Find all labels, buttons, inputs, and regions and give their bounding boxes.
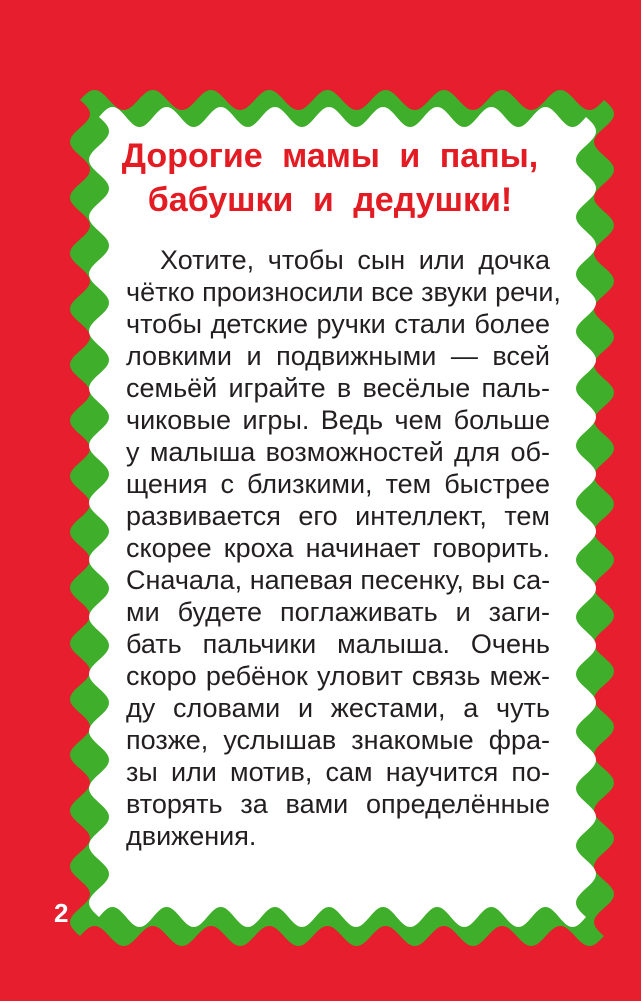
body-line-1: Хотите, чтобы сын или дочка	[160, 245, 550, 275]
title-line-2: бабушки и дедушки!	[147, 181, 513, 219]
body-line-19: движения.	[126, 821, 257, 851]
body-line-12: ми будете поглаживать и заги-	[126, 597, 550, 627]
body-line-16: позже, услышав знакомые фра-	[126, 725, 550, 755]
body-line-5: семьёй играйте в весёлые паль-	[126, 373, 550, 403]
body-line-7: у малыша возможностей для об-	[126, 437, 550, 467]
body-line-3: чтобы детские ручки стали более	[126, 309, 550, 339]
body-line-10: скорее кроха начинает говорить.	[126, 533, 550, 563]
body-line-13: бать пальчики малыша. Очень	[126, 629, 550, 659]
body-line-11: Сначала, напевая песенку, вы са-	[126, 565, 551, 595]
body-line-14: скоро ребёнок уловит связь меж-	[126, 661, 550, 691]
body-line-18: вторять за вами определённые	[126, 789, 550, 819]
body-line-17: зы или мотив, сам научится по-	[126, 757, 550, 787]
page-number: 2	[54, 898, 69, 928]
title-line-1: Дорогие мамы и папы,	[121, 137, 539, 175]
body-line-15: ду словами и жестами, а чуть	[126, 693, 550, 723]
body-line-4: ловкими и подвижными — всей	[126, 341, 550, 371]
body-line-8: щения с близкими, тем быстрее	[126, 469, 550, 499]
body-line-6: чиковые игры. Ведь чем больше	[126, 405, 550, 435]
body-line-9: развивается его интеллект, тем	[126, 501, 550, 531]
body-line-2: чётко произносили все звуки речи,	[126, 277, 561, 307]
